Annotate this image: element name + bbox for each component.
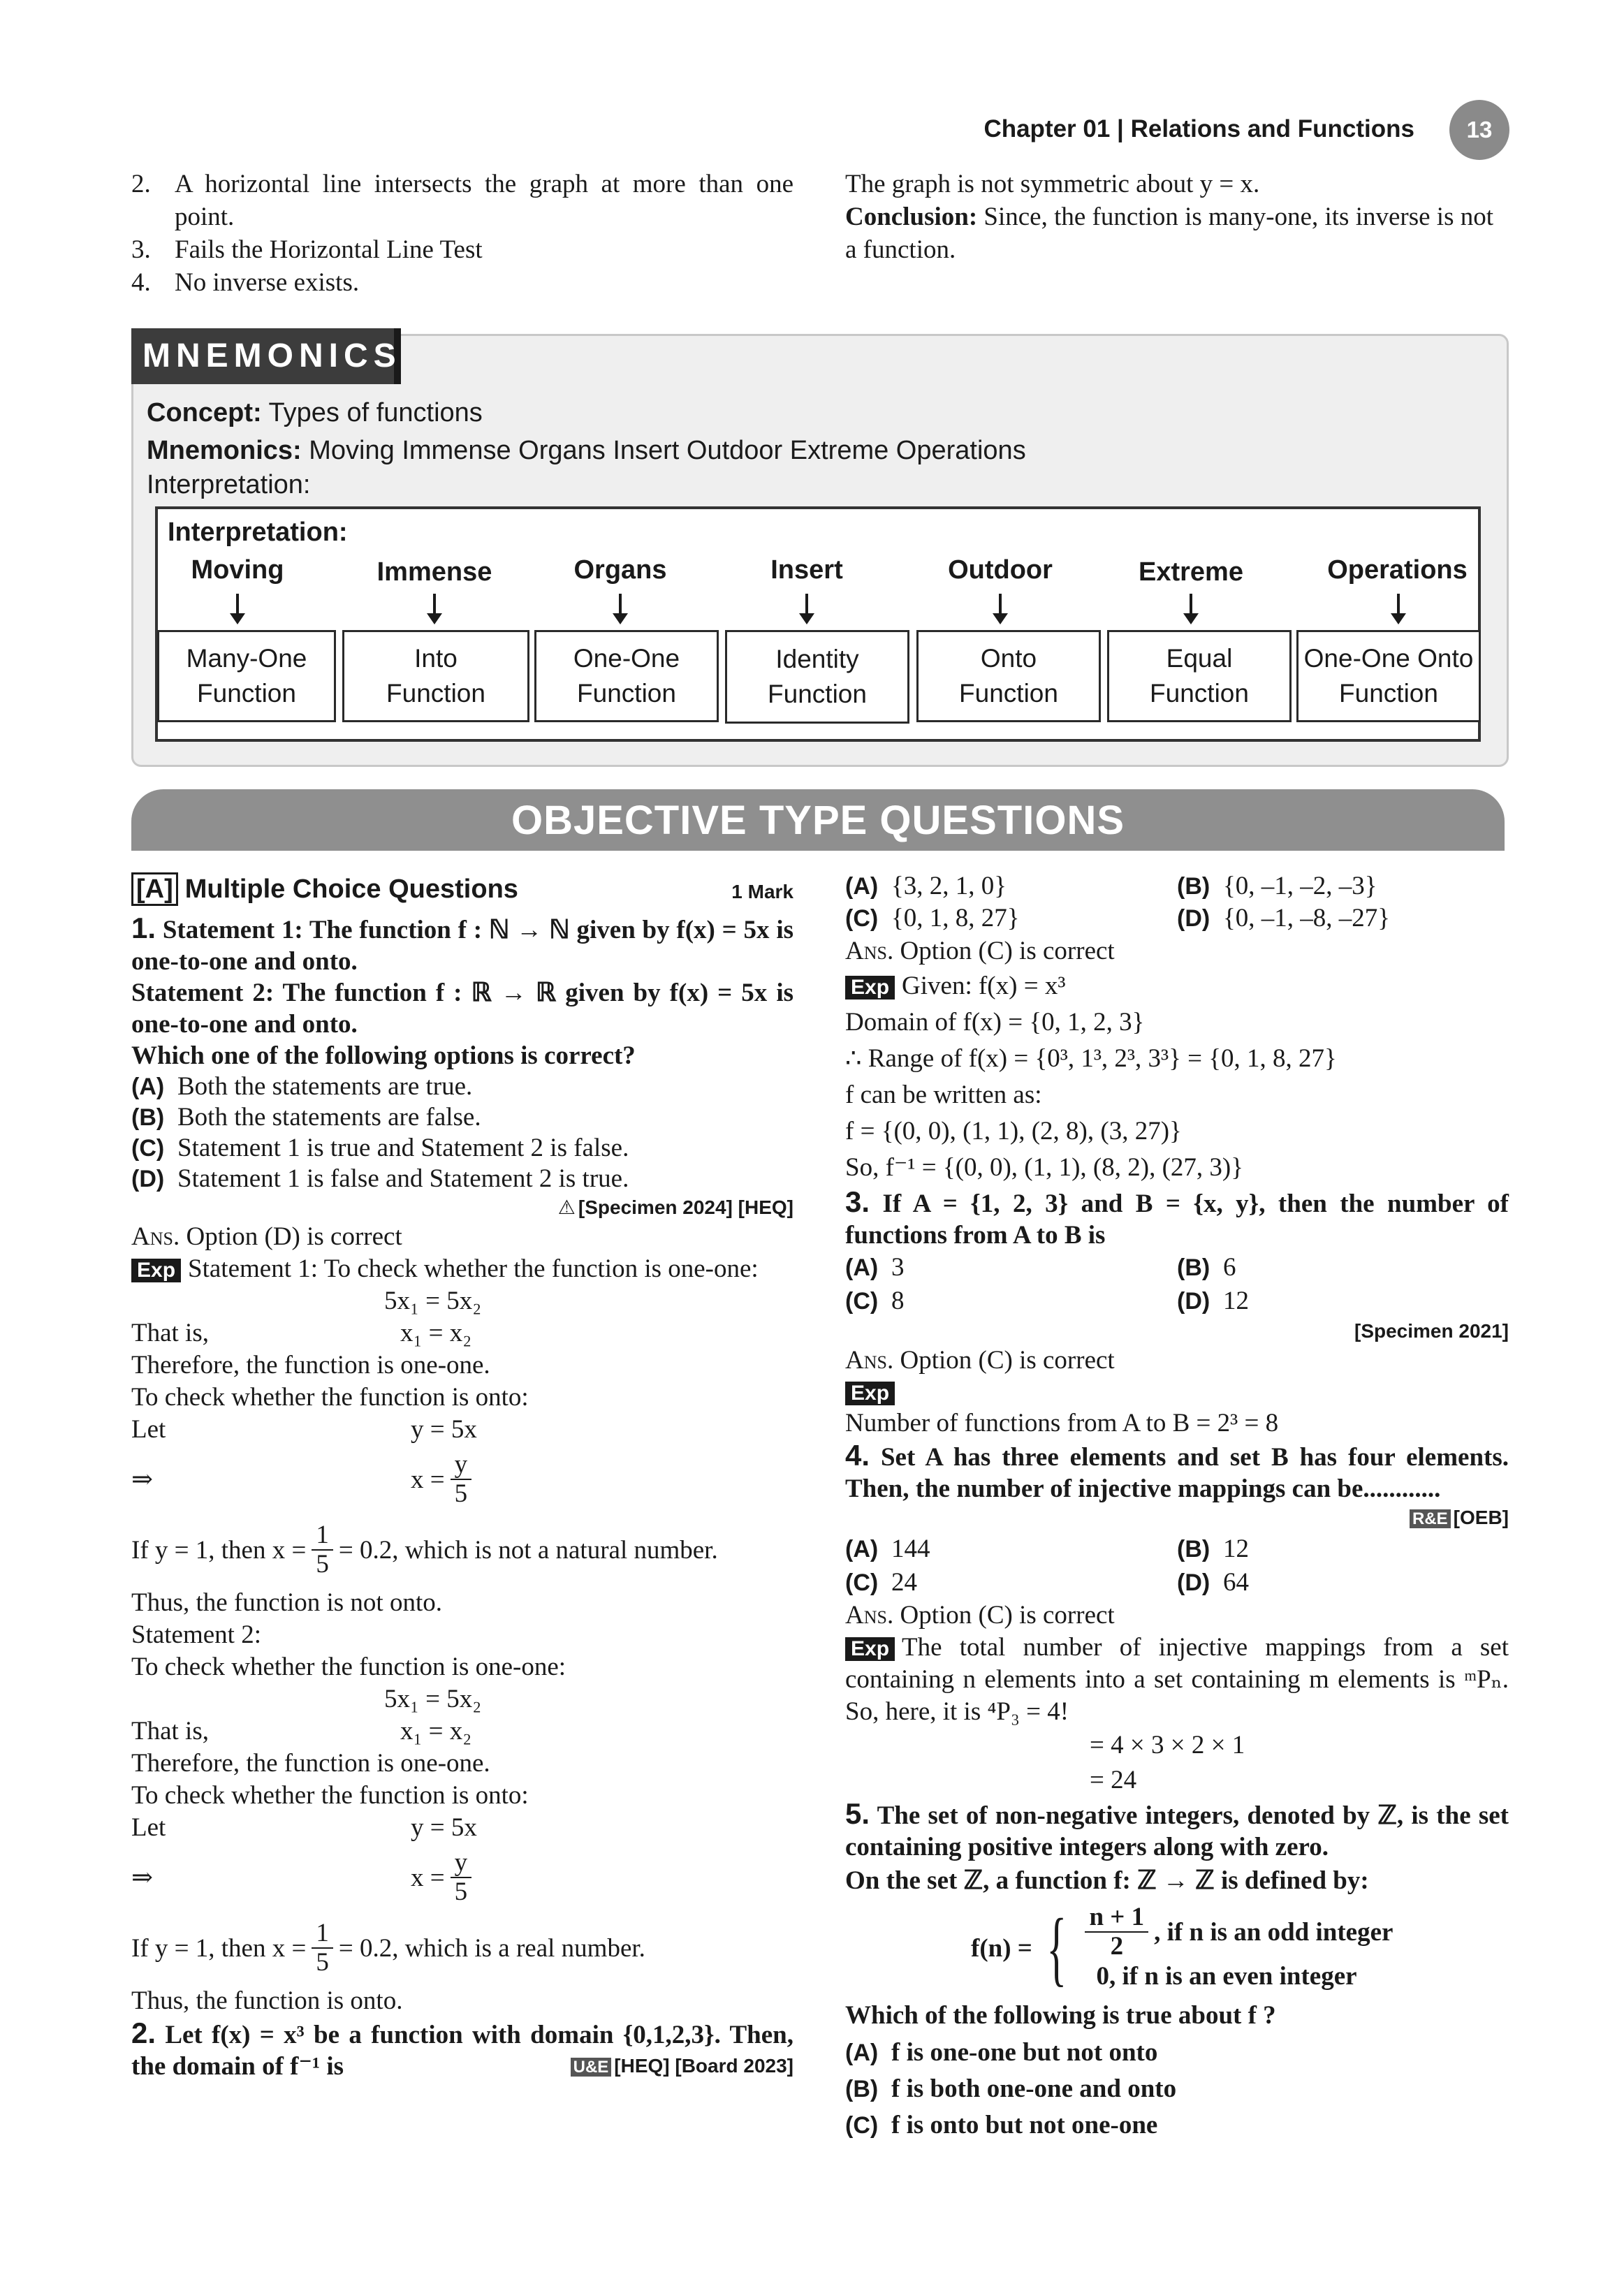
question-source: U&E [HEQ] [Board 2023] xyxy=(131,2053,793,2081)
option: (B) 12 xyxy=(1177,1535,1249,1563)
mnemonic-meaning-box: Many-One Function xyxy=(157,630,336,722)
down-arrow-icon xyxy=(433,594,436,622)
answer: Ans. Option (C) is correct xyxy=(845,937,1115,965)
mnemonic-meaning-box: Onto Function xyxy=(916,630,1101,722)
answer: Ans. Option (C) is correct xyxy=(845,1346,1115,1375)
mnemonic-word: Moving xyxy=(191,555,284,585)
mnemonic-word: Extreme xyxy=(1139,557,1243,587)
left-column xyxy=(131,870,793,2081)
option: (C) f is onto but not one-one xyxy=(845,2111,1158,2139)
question-4: 4. Set A has three elements and set B has four elements. Then, the number of injective mappings can be............ R&E [OEB] (A) 144 (B) 12 (C) 24 (D) 64 Ans. Option (C) is correct Exp The total number of injective mappings from a set containing n elements into a set containing m elements is ᵐPₙ. So, here, it is ⁴P₃ = 4! = 4 × 3 × 2 × 1 = 24 xyxy=(845,1439,1509,1794)
mnemonic-word: Organs xyxy=(573,555,667,585)
section-header xyxy=(131,870,793,908)
top-left-list xyxy=(131,168,793,299)
page-number-badge: 13 xyxy=(1449,100,1509,160)
right-column: (A) {3, 2, 1, 0} (B) {0, –1, –2, –3} (C) {0, 1, 8, 27} (D) {0, –1, –8, –27} Ans. Option (C) is correct Exp Given: f(x) = x³ Domain of f(x) = {0, 1, 2, 3} ∴ Range of f(x) = {0³, 1³, 2³, 3³} = {0, 1, 8, 27} f can be written as: f = {(0, 0), (1, 1), (2, 8), (3, 27)} So, f⁻¹ = {(0, 0), (1, 1), (8, 2), (27, 3)} 3. If A = {1, 2, 3} and B = {x, y}, then the number of functions from A to B is (A) 3 (B) 6 (C) 8 (D) 12 [Specimen 2021] Ans. Option (C) is correct Exp Number of functions from A to B = 2³ = 8 4. Set A has three elements and set B has four elements. Then, the number of injective mappings can be............ R&E [OEB] (A) 144 (B) 12 (C) 24 (D) 64 Ans. Option (C) is correct Exp The total number of injective mappings from a set containing n elements into a set containing m elements is ᵐPₙ. So, here, it is ⁴P₃ = 4! = 4 × 3 × 2 × 1 = 24 5. The set of non-negative integers, denoted by ℤ, is the set containing positive integers along with zero. On the set ℤ, a function f: ℤ → ℤ is defined by: f(n) = { $\frac{n + 1}{2}$ , if n is an odd integer 0, if n is an even integer Which of the following is true about f ? (A) f is one-one but not onto (B) f is both one-one and onto (C) f is onto but not one-one xyxy=(845,870,1509,2144)
q2-options xyxy=(845,870,1509,935)
mnemonic-word: Outdoor xyxy=(948,555,1053,585)
conclusion: Conclusion: Since, the function is many-one, its inverse is not a function. xyxy=(845,203,1493,264)
piecewise-function: f(n) = { $\frac{n + 1}{2}$ , if n is an odd integer 0, if n is an even integer xyxy=(971,1901,1393,1994)
question-source: [Specimen 2021] xyxy=(1354,1320,1509,1342)
objective-banner: OBJECTIVE TYPE QUESTIONS xyxy=(131,789,1505,851)
section-tag: [A] xyxy=(131,872,178,906)
interpretation-title: Interpretation: xyxy=(168,518,348,547)
question-5: 5. The set of non-negative integers, denoted by ℤ, is the set containing positive integers along with zero. On the set ℤ, a function f: ℤ → ℤ is defined by: f(n) = { $\frac{n + 1}{2}$ , if n is an odd integer 0, if n is an even integer Which of the following is true about f ? (A) f is one-one but not onto (B) f is both one-one and onto (C) f is onto but not one-one xyxy=(845,1798,1509,2144)
list-item: 3. Fails the Horizontal Line Test xyxy=(131,235,483,264)
explanation: Exp Statement 1: To check whether the function is one-one: xyxy=(131,1253,793,1285)
mnemonic-meaning-box: Identity Function xyxy=(725,630,909,724)
option: (C) {0, 1, 8, 27} xyxy=(845,904,1020,932)
question-3: 3. If A = {1, 2, 3} and B = {x, y}, then the number of functions from A to B is (A) 3 (B) 6 (C) 8 (D) 12 [Specimen 2021] Ans. Option (C) is correct Exp Number of functions from A to B = 2³ = 8 xyxy=(845,1185,1509,1437)
down-arrow-icon xyxy=(999,594,1002,622)
option: (C) 8 xyxy=(845,1287,905,1315)
explanation: Exp xyxy=(845,1377,1509,1407)
option: (D) {0, –1, –8, –27} xyxy=(1177,904,1391,932)
list-item: 4. No inverse exists. xyxy=(131,268,360,297)
mnemonic-meaning-box: Into Function xyxy=(342,630,529,722)
option: (C) Statement 1 is true and Statement 2 is false. xyxy=(131,1134,629,1162)
option: (B) Both the statements are false. xyxy=(131,1103,481,1132)
option: (C) 24 xyxy=(845,1568,917,1597)
section-title: Multiple Choice Questions xyxy=(184,874,518,904)
option: (A) f is one-one but not onto xyxy=(845,2038,1158,2067)
explanation: Exp Given: f(x) = x³ xyxy=(845,968,1509,1004)
down-arrow-icon xyxy=(1190,594,1192,622)
question-1: 1. Statement 1: The function f : ℕ → ℕ given by f(x) = 5x is one-to-one and onto. Statement 2: The function f : ℝ → ℝ given by f(x) = 5x is one-to-one and onto. Which one of the following options is correct? (A) Both the statements are true. (B) Both the statements are false. (C) Statement 1 is true and Statement 2 is false. (D) Statement 1 is false and Statement 2 is true. ⚠ [Specimen 2024] [HEQ] Ans. Option (D) is correct Exp Statement 1: To check whether the function is one-one: 5x₁ = 5x₂ That is, x₁ = x₂ Therefore, the function is one-one. To check whether the function is onto: Let y = 5x ⇒ x = $\frac{y}{5}$ If y = 1, then x = $\frac{1}{5}$ = 0.2, which is not a natural number. Thus, the function is not onto. Statement 2: To check whether the function is one-one: 5x₁ = 5x₂ That is, x₁ = x₂ Therefore, the function is one-one. To check whether the function is onto: Let y = 5x ⇒ x = $\frac{y}{5}$ If y = 1, then x = $\frac{1}{5}$ = 0.2, which is a real number. Thus, the function is onto. xyxy=(131,912,794,2015)
mnemonic-meaning-box: Equal Function xyxy=(1107,630,1292,722)
chapter-header: Chapter 01 | Relations and Functions xyxy=(983,115,1414,142)
option: (B) f is both one-one and onto xyxy=(845,2074,1177,2103)
list-item: 2. A horizontal line intersects the graph at more than one point. xyxy=(131,170,793,231)
option: (A) {3, 2, 1, 0} xyxy=(845,872,1007,900)
mnemonic-word: Insert xyxy=(770,555,843,585)
mnemonics-tab: MNEMONICS xyxy=(131,328,401,384)
option: (D) Statement 1 is false and Statement 2 is true. xyxy=(131,1164,629,1193)
symmetry-note: The graph is not symmetric about y = x. xyxy=(845,170,1260,198)
down-arrow-icon xyxy=(236,594,239,622)
mnemonics-phrase: Mnemonics: Moving Immense Organs Insert Outdoor Extreme Operations xyxy=(147,436,1026,465)
option: (A) 3 xyxy=(845,1253,905,1282)
option: (A) Both the statements are true. xyxy=(131,1072,473,1101)
question-source: ⚠ [Specimen 2024] [HEQ] xyxy=(557,1196,793,1218)
mnemonic-word: Immense xyxy=(376,557,492,587)
top-right-text xyxy=(845,168,1509,266)
down-arrow-icon xyxy=(619,594,622,622)
mnemonics-interpretation: Interpretation: xyxy=(147,470,311,499)
mnemonic-word: Operations xyxy=(1327,555,1468,585)
down-arrow-icon xyxy=(805,594,808,622)
question-source: R&E [OEB] xyxy=(845,1505,1509,1532)
option: (D) 64 xyxy=(1177,1568,1249,1597)
question-2: 2. Let f(x) = x³ be a function with domain {0,1,2,3}. Then, the domain of f⁻¹ is U&E [HEQ] [Board 2023] xyxy=(131,2016,794,2081)
marks-label: 1 Mark xyxy=(731,881,793,902)
option: (D) 12 xyxy=(1177,1287,1249,1315)
mnemonic-meaning-box: One-One Onto Function xyxy=(1296,630,1481,722)
mnemonics-concept: Concept: Types of functions xyxy=(147,398,483,427)
answer: Ans. Option (C) is correct xyxy=(845,1601,1115,1630)
down-arrow-icon xyxy=(1397,594,1400,622)
option: (B) {0, –1, –2, –3} xyxy=(1177,872,1377,900)
mnemonic-meaning-box: One-One Function xyxy=(534,630,719,722)
answer: Ans. Option (D) is correct xyxy=(131,1222,402,1251)
option: (A) 144 xyxy=(845,1535,930,1563)
option: (B) 6 xyxy=(1177,1253,1236,1282)
explanation: Exp The total number of injective mappings from a set containing n elements into a set containing m elements is ᵐPₙ. So, here, it is ⁴P₃ = 4! xyxy=(845,1633,1509,1726)
